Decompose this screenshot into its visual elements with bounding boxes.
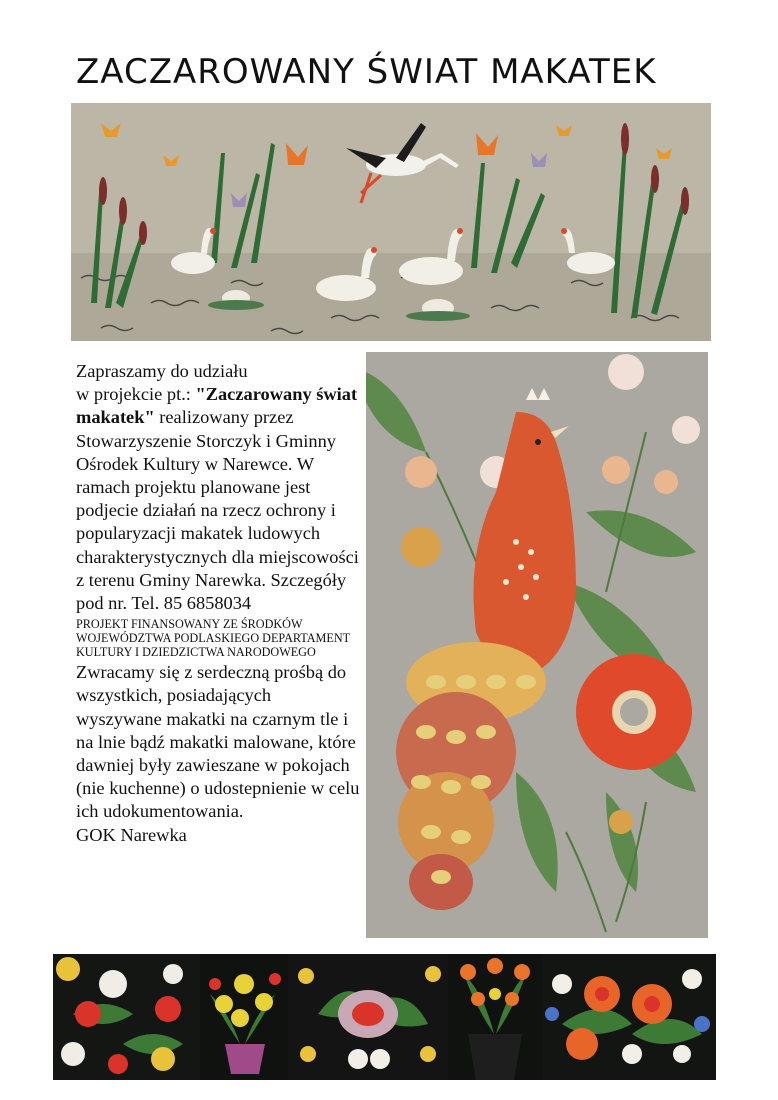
black-makatka-image-1	[53, 954, 200, 1080]
peacock-tapestry-image	[366, 352, 708, 938]
invitation-text-block	[76, 360, 360, 847]
appeal-paragraph: Zwracamy się z serdeczną prośbą do wszystkich, posiadających wyszywane makatki na czarnym tle i na lnie bądź makatki malowane, które dawniej były zawieszane w pokojach (nie kuchenne) o udostepnienie w celu ich udokumentowania.	[76, 662, 360, 822]
funding-note: PROJEKT FINANSOWANY ZE ŚRODKÓW WOJEWÓDZTWA PODLASKIEGO DEPARTAMENT KULTURY I DZIEDZICTWA NARODOWEGO	[76, 617, 350, 660]
invitation-paragraph	[76, 360, 360, 615]
invitation-details: realizowany przez Stowarzyszenie Storczyk i Gminny Ośrodek Kultury w Narewce. W ramach projektu planowane jest podjecie działań na rzecz ochrony i popularyzacji makatek ludowych charakterystycznych dla miejscowości z terenu Gminy Narewka. Szczegóły pod nr. Tel. 85 6858034	[76, 407, 359, 614]
black-makatka-image-3	[288, 954, 448, 1080]
black-makatka-image-2	[200, 954, 288, 1080]
page-title: ZACZAROWANY ŚWIAT MAKATEK	[76, 52, 657, 92]
swan-tapestry-image	[71, 103, 711, 341]
black-makatka-image-4	[448, 954, 542, 1080]
invitation-intro: Zapraszamy do udziału w projekcie pt.:	[76, 361, 248, 405]
project-name: "Zaczarowany świat makatek"	[76, 384, 358, 428]
black-makatka-image-5	[542, 954, 716, 1080]
signature: GOK Narewka	[76, 824, 187, 845]
